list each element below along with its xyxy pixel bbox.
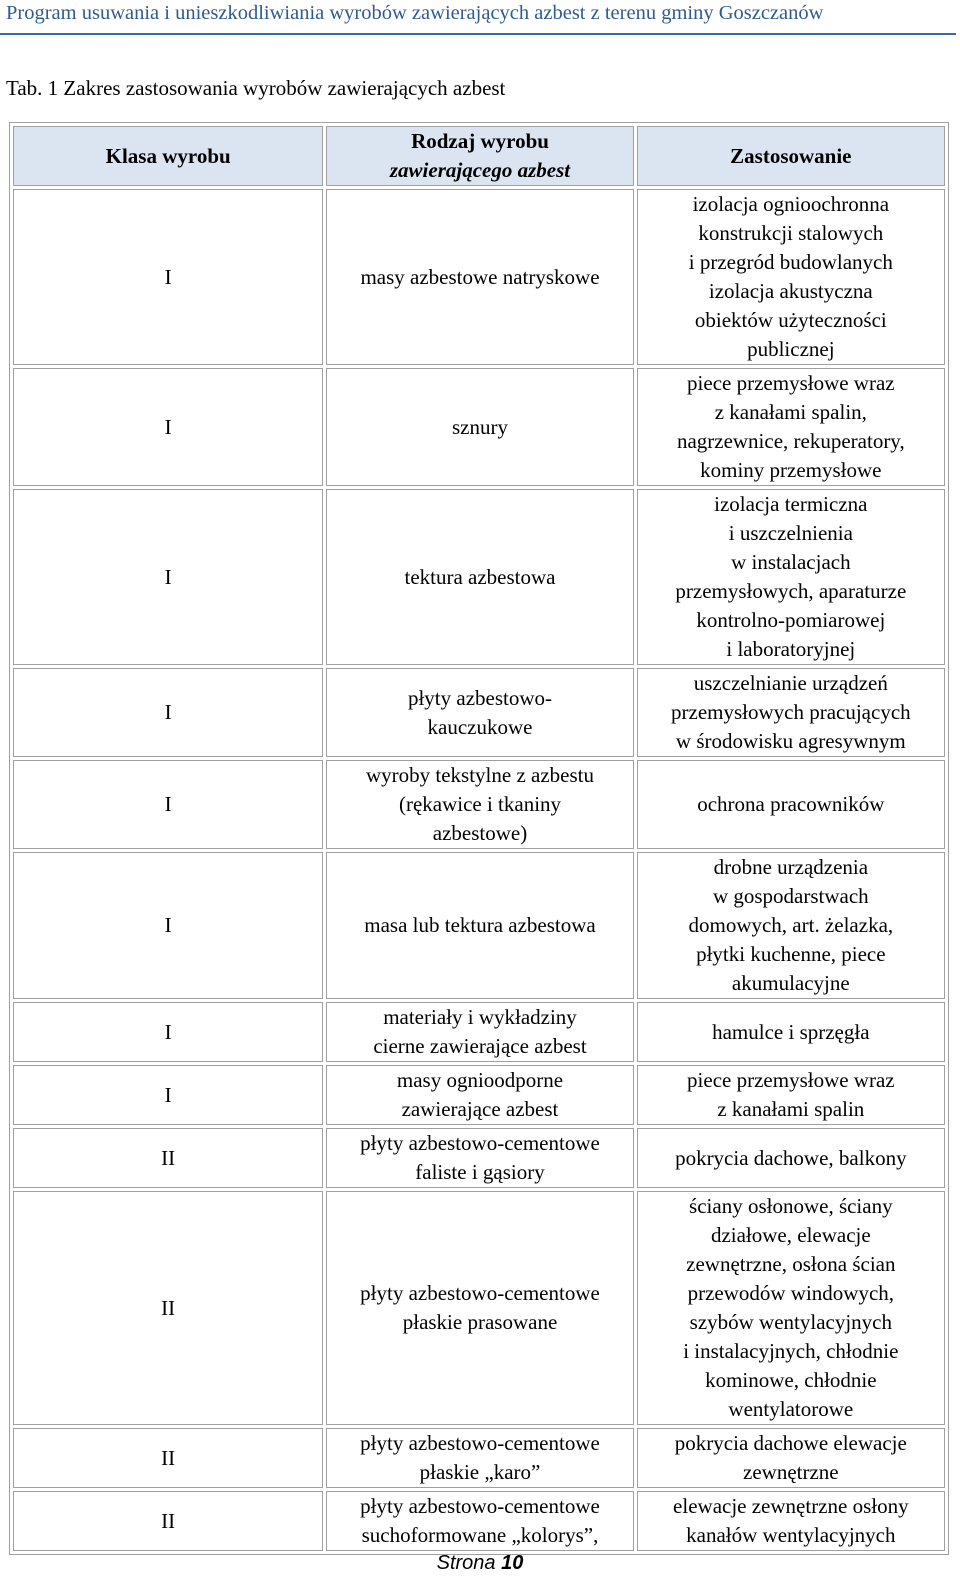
cell-type-line: płyty azbestowo-cementowe (360, 1131, 600, 1155)
cell-type-line: faliste i gąsiory (415, 1160, 545, 1184)
header-type (326, 126, 633, 186)
cell-class: I (13, 189, 323, 365)
cell-usage-line: publicznej (747, 337, 835, 361)
cell-usage-line: akumulacyjne (731, 971, 850, 995)
cell-class: I (13, 368, 323, 486)
cell-type-line: kauczukowe (427, 714, 533, 739)
cell-usage-line: z kanałami spalin, (714, 400, 867, 424)
cell-usage-line: uszczelnianie urządzeń (693, 671, 888, 695)
cell-class: I (13, 489, 323, 665)
cell-usage-line: izolacja ognioochronna (692, 192, 890, 216)
running-header: Program usuwania i unieszkodliwiania wyrobów zawierających azbest z terenu gminy Goszczanów (6, 2, 824, 24)
page-label: Strona (436, 1552, 496, 1574)
table-row (13, 1491, 945, 1551)
cell-usage (637, 1191, 945, 1425)
table-row (13, 1128, 945, 1188)
table-row (13, 668, 945, 757)
cell-usage-line: ochrona pracowników (697, 792, 885, 816)
cell-usage-line: z kanałami spalin (717, 1097, 865, 1121)
cell-class: II (13, 1428, 323, 1488)
cell-usage (637, 1002, 945, 1062)
cell-usage-line: przemysłowych, aparaturze (675, 579, 907, 603)
cell-type (326, 368, 633, 486)
table-header-row (13, 126, 945, 186)
cell-usage-line: drobne urządzenia (713, 855, 869, 879)
cell-type (326, 189, 633, 365)
cell-usage-line: piece przemysłowe wraz (687, 1068, 895, 1092)
cell-usage-line: w gospodarstwach (712, 884, 869, 908)
cell-usage-line: pokrycia dachowe elewacje (674, 1431, 907, 1455)
cell-type-line: płaskie prasowane (402, 1310, 558, 1334)
cell-usage-line: i instalacyjnych, chłodnie (683, 1339, 899, 1363)
cell-type-line: zawierające azbest (401, 1097, 559, 1121)
cell-usage-line: zewnętrzne, osłona ścian (686, 1252, 896, 1276)
cell-class: I (13, 668, 323, 757)
cell-usage-line: w środowisku agresywnym (675, 729, 906, 753)
cell-type-line: płyty azbestowo-cementowe (360, 1281, 600, 1305)
page-footer (0, 1550, 960, 1576)
cell-type-line: tektura azbestowa (404, 564, 556, 589)
cell-type-line: cierne zawierające azbest (373, 1034, 587, 1058)
cell-type-line: sznury (452, 414, 508, 439)
table-row (13, 1428, 945, 1488)
table-row (13, 760, 945, 849)
cell-type (326, 1491, 633, 1551)
cell-usage-line: szybów wentylacyjnych (689, 1310, 893, 1334)
cell-usage-line: przewodów windowych, (687, 1281, 895, 1305)
cell-usage (637, 760, 945, 849)
header-divider (0, 33, 956, 35)
cell-usage-line: piece przemysłowe wraz (687, 371, 895, 395)
cell-usage (637, 1065, 945, 1125)
cell-usage (637, 368, 945, 486)
cell-usage-line: pokrycia dachowe, balkony (675, 1145, 907, 1170)
cell-usage-line: izolacja akustyczna (708, 279, 873, 303)
table-body (13, 189, 945, 1551)
table-row (13, 1002, 945, 1062)
table-row (13, 852, 945, 999)
cell-type-line: azbestowe) (432, 821, 528, 845)
table-row (13, 368, 945, 486)
header-class: Klasa wyrobu (13, 126, 323, 186)
cell-type (326, 1128, 633, 1188)
cell-class: II (13, 1491, 323, 1551)
cell-type (326, 760, 633, 849)
cell-class: I (13, 1065, 323, 1125)
cell-usage-line: kominowe, chłodnie (705, 1368, 877, 1392)
cell-type-line: płaskie „karo” (419, 1460, 541, 1484)
table-caption: Tab. 1 Zakres zastosowania wyrobów zawierających azbest (6, 76, 506, 100)
cell-type-line: wyroby tekstylne z azbestu (365, 763, 595, 787)
cell-usage-line: i uszczelnienia (728, 521, 853, 545)
cell-usage (637, 1428, 945, 1488)
cell-usage-line: kominy przemysłowe (700, 458, 882, 482)
cell-usage-line: obiektów użyteczności (694, 308, 887, 332)
cell-usage-line: elewacje zewnętrzne osłony (673, 1494, 909, 1518)
cell-usage-line: płytki kuchenne, piece (696, 942, 886, 966)
header-type-line1: Rodzaj wyrobu (411, 129, 549, 153)
cell-usage-line: domowych, art. żelazka, (688, 913, 894, 937)
table-row (13, 189, 945, 365)
cell-type-line: masa lub tektura azbestowa (364, 913, 596, 937)
cell-usage (637, 489, 945, 665)
cell-usage (637, 852, 945, 999)
cell-class: I (13, 1002, 323, 1062)
cell-usage (637, 189, 945, 365)
cell-type (326, 1065, 633, 1125)
cell-type-line: (rękawice i tkaniny (398, 792, 562, 816)
table-row (13, 489, 945, 665)
table-row (13, 1065, 945, 1125)
cell-type (326, 852, 633, 999)
cell-type (326, 668, 633, 757)
cell-type-line: płyty azbestowo-cementowe (360, 1431, 600, 1455)
cell-usage-line: i przegród budowlanych (688, 250, 893, 274)
header-type-line2: zawierającego azbest (389, 158, 571, 182)
cell-class: II (13, 1191, 323, 1425)
cell-type-line: płyty azbestowo- (407, 685, 553, 710)
page-number: 10 (501, 1552, 524, 1574)
cell-type-line: suchoformowane „kolorys”, (361, 1523, 599, 1547)
cell-usage-line: kanałów wentylacyjnych (686, 1523, 896, 1547)
cell-usage-line: ściany osłonowe, ściany (689, 1194, 893, 1218)
cell-class: I (13, 760, 323, 849)
cell-usage-line: wentylatorowe (728, 1397, 854, 1421)
cell-usage-line: działowe, elewacje (710, 1223, 871, 1247)
cell-usage-line: nagrzewnice, rekuperatory, (676, 429, 905, 453)
cell-usage-line: zewnętrzne (743, 1460, 839, 1484)
cell-type (326, 1428, 633, 1488)
cell-type (326, 1191, 633, 1425)
cell-type-line: płyty azbestowo-cementowe (360, 1494, 600, 1518)
cell-class: I (13, 852, 323, 999)
cell-usage-line: kontrolno-pomiarowej (696, 608, 886, 632)
cell-usage (637, 1128, 945, 1188)
cell-usage-line: konstrukcji stalowych (698, 221, 884, 245)
cell-usage-line: izolacja termiczna (714, 492, 868, 516)
asbestos-usage-table (9, 122, 949, 1555)
cell-type-line: materiały i wykładziny (383, 1005, 577, 1029)
table-row (13, 1191, 945, 1425)
cell-type (326, 1002, 633, 1062)
cell-type-line: masy ognioodporne (396, 1068, 564, 1092)
cell-usage-line: przemysłowych pracujących (671, 700, 911, 724)
cell-type-line: masy azbestowe natryskowe (360, 264, 600, 289)
cell-usage-line: i laboratoryjnej (726, 637, 856, 661)
cell-usage (637, 668, 945, 757)
header-usage: Zastosowanie (637, 126, 945, 186)
cell-usage-line: w instalacjach (731, 550, 851, 574)
cell-usage (637, 1491, 945, 1551)
cell-type (326, 489, 633, 665)
cell-class: II (13, 1128, 323, 1188)
cell-usage-line: hamulce i sprzęgła (712, 1019, 870, 1044)
